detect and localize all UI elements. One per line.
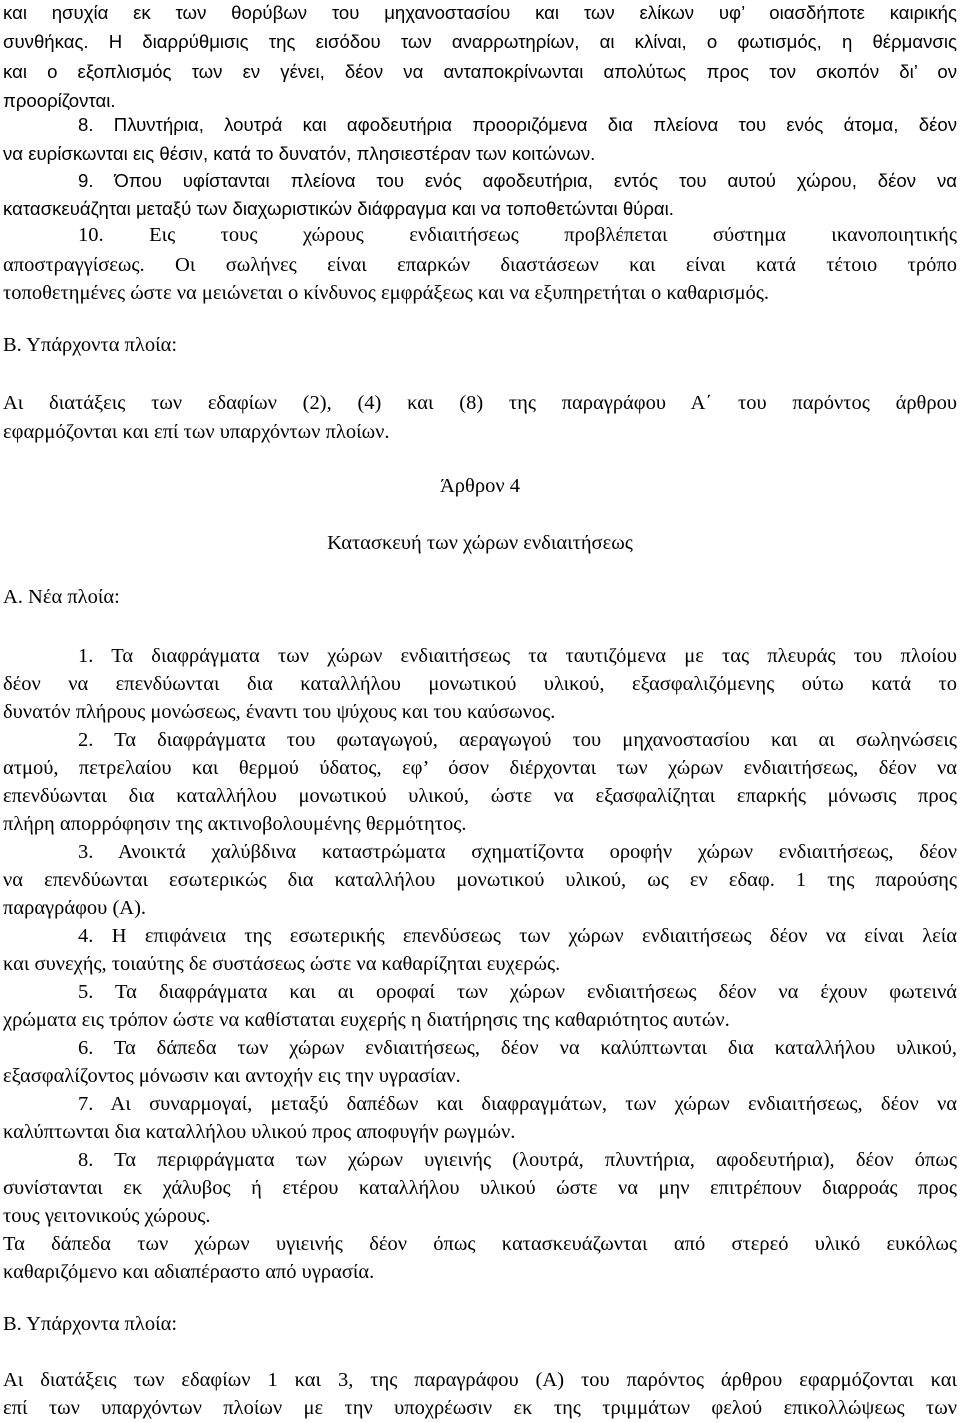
text-line: συνθήκας. Η διαρρύθμισις της εισόδου των αναρρωτηρίων, αι κλίναι, ο φωτισμός, η θέρμανσις xyxy=(3,31,957,52)
para-2-line: ατμού, πετρελαίου και θερμού ύδατος, εφ’ όσον διέρχονται των χώρων ενδιαιτήσεως, δέον να xyxy=(3,757,957,779)
para-7-line: καλύπτωνται δια καταλλήλου υλικού προς αποφυγήν ρωγμών. xyxy=(3,1121,516,1143)
text-line: Αι διατάξεις των εδαφίων 1 και 3, της παραγράφου (Α) του παρόντος άρθρου εφαρμόζονται και xyxy=(3,1369,957,1391)
para-3-line: παραγράφου (Α). xyxy=(3,897,147,919)
item-10-line: 10. Εις τους χώρους ενδιαιτήσεως προβλέπεται σύστημα ικανοποιητικής xyxy=(78,224,957,246)
text-line: και ο εξοπλισμός των εν γένει, δέον να ανταποκρίνωνται απολύτως προς τον σκοπόν δι’ ον xyxy=(3,61,957,82)
para-7-line: 7. Αι συναρμογαί, μεταξύ δαπέδων και διαφραγμάτων, των χώρων ενδιαιτήσεως, δέον να xyxy=(78,1093,957,1115)
para-2-line: πλήρη απορρόφησιν της ακτινοβολουμένης θερμότητος. xyxy=(3,813,467,835)
section-heading: Β. Υπάρχοντα πλοία: xyxy=(3,1313,178,1335)
para-5-line: χρώματα εις τρόπον ώστε να καθίσταται ευχερής η διατήρησις της καθαριότητος αυτών. xyxy=(3,1009,730,1031)
para-5-line: 5. Τα διαφράγματα και αι οροφαί των χώρων ενδιαιτήσεως δέον να έχουν φωτεινά xyxy=(78,981,957,1003)
para-3-line: 3. Ανοικτά χαλύβδινα καταστρώματα σχηματίζοντα οροφήν χώρων ενδιαιτήσεως, δέον xyxy=(78,841,957,863)
article-title: Κατασκευή των χώρων ενδιαιτήσεως xyxy=(327,532,633,554)
para-4-line: 4. Η επιφάνεια της εσωτερικής επενδύσεως των χώρων ενδιαιτήσεως δέον να είναι λεία xyxy=(78,925,957,947)
para-9-line: καθαριζόμενο και αδιαπέραστο από υγρασία. xyxy=(3,1261,375,1283)
para-2-line: 2. Τα διαφράγματα του φωταγωγού, αεραγωγού του μηχανοστασίου και αι σωληνώσεις xyxy=(78,729,957,751)
para-2-line: επενδύωνται δια καταλλήλου μονωτικού υλικού, ώστε να εξασφαλίζηται επαρκής μόνωσις προς xyxy=(3,785,957,807)
item-10-line: τοποθετημένες ώστε να μειώνεται ο κίνδυνος εμφράξεως και να εξυπηρετήται ο καθαρισμός. xyxy=(3,282,770,304)
item-8-line: 8. Πλυντήρια, λουτρά και αφοδευτήρια προοριζόμενα δια πλείονα του ενός άτομα, δέον xyxy=(78,114,957,135)
para-4-line: και συνεχής, τοιαύτης δε συστάσεως ώστε να καθαρίζηται ευχερώς. xyxy=(3,953,561,975)
item-9-line: 9. Όπου υφίστανται πλείονα του ενός αφοδευτήρια, εντός του αυτού χώρου, δέον να xyxy=(78,170,957,191)
item-8-line: να ευρίσκωνται εις θέσιν, κατά το δυνατόν, πλησιεστέραν των κοιτώνων. xyxy=(3,143,596,164)
para-8-line: συνίστανται εκ χάλυβος ή ετέρου καταλλήλου υλικού ώστε να μην επιτρέπουν διαρροάς προς xyxy=(3,1177,957,1199)
item-10-line: αποστραγγίσεως. Οι σωλήνες είναι επαρκών διαστάσεων και είναι κατά τέτοιο τρόπο xyxy=(3,254,957,276)
para-1-line: 1. Τα διαφράγματα των χώρων ενδιαιτήσεως τα ταυτιζόμενα με τας πλευράς του πλοίου xyxy=(78,645,957,667)
para-9-line: Τα δάπεδα των χώρων υγιεινής δέον όπως κατασκευάζωνται από στερεό υλικό ευκόλως xyxy=(3,1233,957,1255)
text-line: εφαρμόζονται και επί των υπαρχόντων πλοίων. xyxy=(3,421,390,443)
article-number: Άρθρον 4 xyxy=(440,475,520,497)
para-6-line: εξασφαλίζοντος μόνωσιν και αντοχήν εις την υγρασίαν. xyxy=(3,1065,461,1087)
para-3-line: να επενδύωνται εσωτερικώς δια καταλλήλου μονωτικού υλικού, ως εν εδαφ. 1 της παρούσης xyxy=(3,869,957,891)
para-8-line: τους γειτονικούς χώρους. xyxy=(3,1205,211,1227)
section-heading: Β. Υπάρχοντα πλοία: xyxy=(3,334,178,356)
text-line: Αι διατάξεις των εδαφίων (2), (4) και (8) της παραγράφου Α΄ του παρόντος άρθρου xyxy=(3,392,957,414)
para-8-line: 8. Τα περιφράγματα των χώρων υγιεινής (λουτρά, πλυντήρια, αφοδευτήρια), δέον όπως xyxy=(78,1149,957,1171)
para-6-line: 6. Τα δάπεδα των χώρων ενδιαιτήσεως, δέον να καλύπτωνται δια καταλλήλου υλικού, xyxy=(78,1037,957,1059)
item-9-line: κατασκευάζηται μεταξύ των διαχωριστικών διάφραγμα και να τοποθετώνται θύραι. xyxy=(3,198,674,219)
para-1-line: δυνατόν πλήρους μονώσεως, έναντι του ψύχους και του καύσωνος. xyxy=(3,701,556,723)
section-heading: Α. Νέα πλοία: xyxy=(3,586,120,608)
text-line: και ησυχία εκ των θορύβων του μηχανοστασίου και των ελίκων υφ’ οιασδήποτε καιρικής xyxy=(3,2,957,23)
text-line: προορίζονται. xyxy=(3,90,116,111)
text-line: επί των υπαρχόντων πλοίων με την υποχρέωσιν εκ της τριμμάτων φελού επικολλώψεως των xyxy=(3,1397,957,1419)
para-1-line: δέον να επενδύωνται δια καταλλήλου μονωτικού υλικού, εξασφαλιζόμενης ούτω κατά το xyxy=(3,673,957,695)
